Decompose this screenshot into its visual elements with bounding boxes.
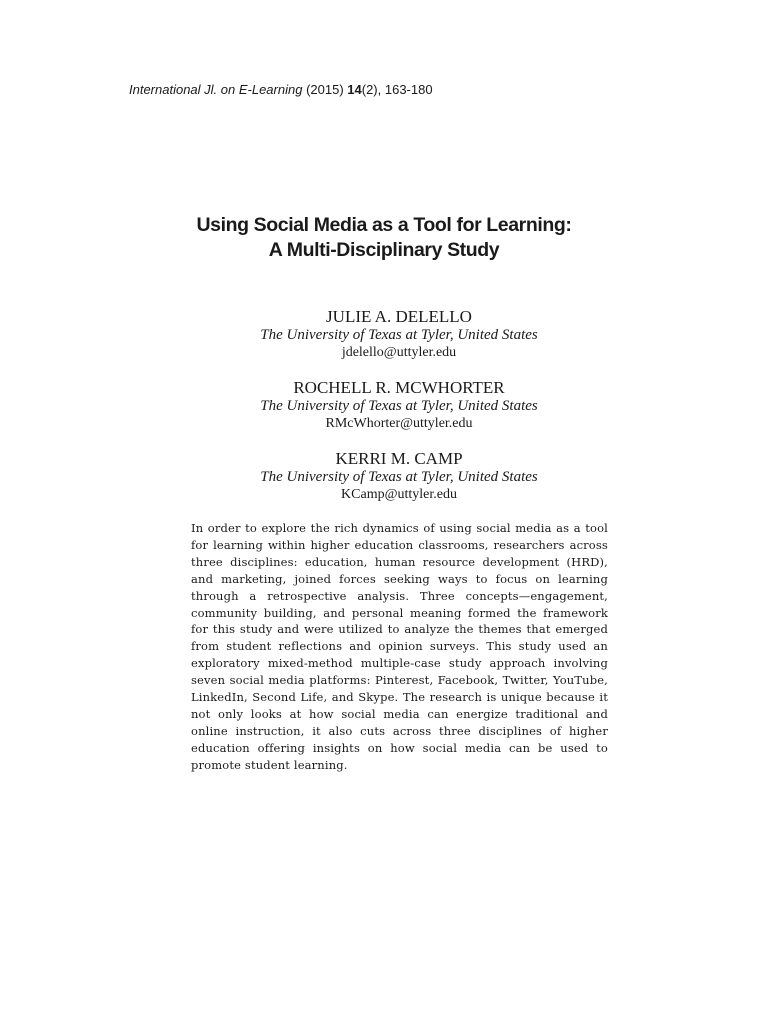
journal-citation xyxy=(129,82,433,97)
journal-issue-pages: (2), 163-180 xyxy=(361,82,433,97)
author-name: JULIE A. DELELLO xyxy=(326,307,472,326)
paper-title-line-2: A Multi-Disciplinary Study xyxy=(268,239,500,261)
author-affiliation: The University of Texas at Tyler, United States xyxy=(260,327,538,343)
author-email: RMcWhorter@uttyler.edu xyxy=(325,416,473,431)
author-1 xyxy=(0,307,768,362)
journal-volume: 14 xyxy=(347,82,362,97)
journal-name: International Jl. on E-Learning xyxy=(129,82,303,97)
author-affiliation: The University of Texas at Tyler, United States xyxy=(260,469,538,485)
author-email: KCamp@uttyler.edu xyxy=(341,487,457,502)
paper-title xyxy=(0,213,768,263)
author-2 xyxy=(0,378,768,433)
author-affiliation: The University of Texas at Tyler, United States xyxy=(260,398,538,414)
paper-title-line-1: Using Social Media as a Tool for Learning: xyxy=(196,214,572,236)
journal-year: (2015) xyxy=(306,82,344,97)
author-name: KERRI M. CAMP xyxy=(335,449,463,468)
author-name: ROCHELL R. MCWHORTER xyxy=(293,378,505,397)
author-3 xyxy=(0,449,768,504)
abstract: In order to explore the rich dynamics of using social media as a tool for learning within higher education classrooms, researchers across three disciplines: education, human resource development (HRD), and marketing, joined forces seeking ways to focus on learning through a retrospective analysis. Three concepts—engagement, community building, and personal meaning formed the framework for this study and were utilized to analyze the themes that emerged from student reflections and opinion surveys. This study used an exploratory mixed-method multiple-case study approach involving seven social media platforms: Pinterest, Facebook, Twitter, YouTube, LinkedIn, Second Life, and Skype. The research is unique because it not only looks at how social media can energize traditional and online instruction, it also cuts across three disciplines of higher education offering insights on how social media can be used to promote student learning. xyxy=(191,521,608,772)
author-email: jdelello@uttyler.edu xyxy=(341,345,457,360)
